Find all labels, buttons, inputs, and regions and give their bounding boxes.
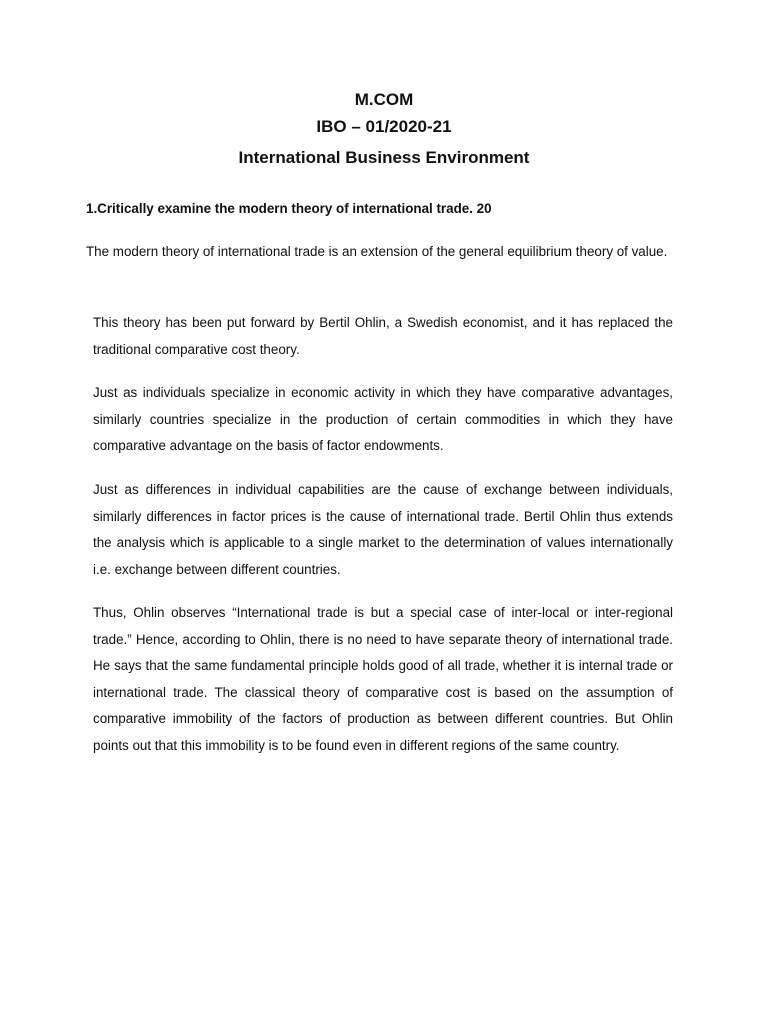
body-paragraph-2: Just as individuals specialize in economic activity in which they have comparative advantages, similarly countries specialize in the production of certain commodities in which they have comparative advantage on the basis of factor endowments.: [93, 385, 673, 453]
body-paragraph-3: Just as differences in individual capabilities are the cause of exchange between individuals, similarly differences in factor prices is the cause of international trade. Bertil Ohlin thus extends the analysis which is applicable to a single market to the determination of values internationally i.e. exchange between different countries.: [93, 482, 673, 577]
body-paragraph-4: Thus, Ohlin observes “International trade is but a special case of inter-local or inter-regional trade.” Hence, according to Ohlin, there is no need to have separate theory of international trade. He says that the same fundamental principle holds good of all trade, whether it is internal trade or international trade. The classical theory of comparative cost is based on the assumption of comparative immobility of the factors of production as between different countries. But Ohlin points out that this immobility is to be found even in different regions of the same country.: [93, 605, 673, 753]
course-code: IBO – 01/2020-21: [316, 117, 452, 136]
course-title: M.COM: [354, 90, 414, 109]
question-heading: 1.Critically examine the modern theory of international trade. 20: [86, 201, 492, 216]
body-paragraph-1: This theory has been put forward by Bertil Ohlin, a Swedish economist, and it has replaced the traditional comparative cost theory.: [93, 315, 673, 357]
subject-title: International Business Environment: [238, 148, 530, 167]
intro-paragraph: The modern theory of international trade is an extension of the general equilibrium theory of value.: [86, 244, 668, 259]
